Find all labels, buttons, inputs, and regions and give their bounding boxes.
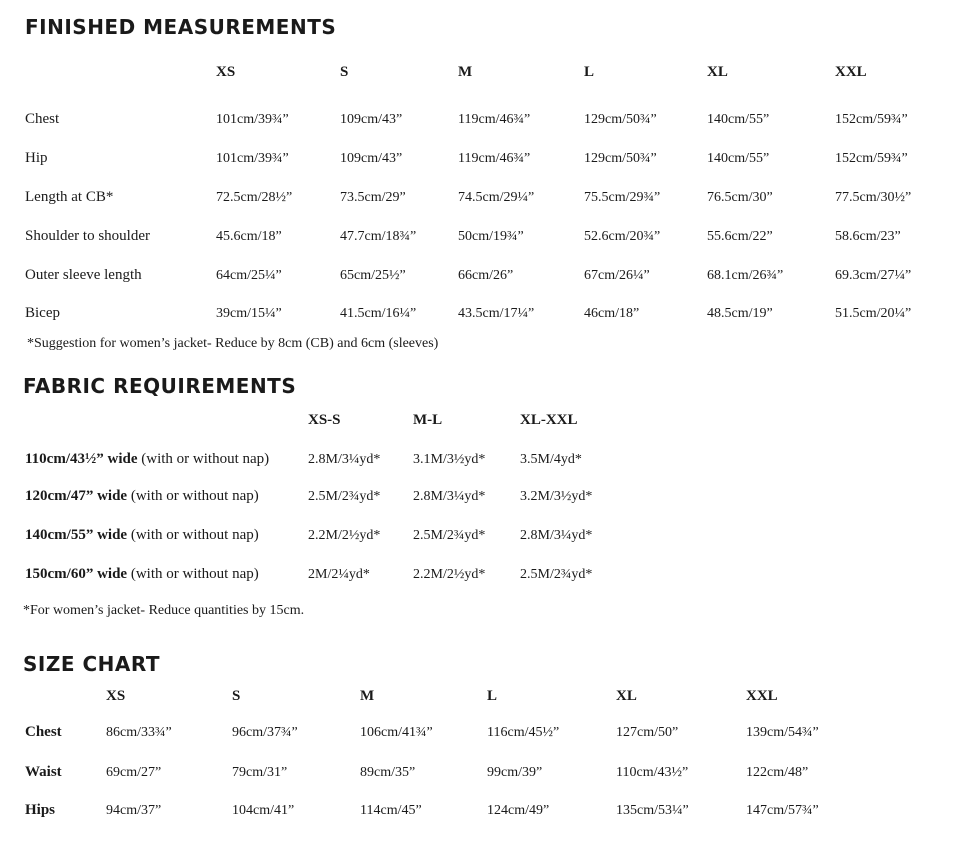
fr-row-label [25,566,259,583]
fm-cell: 76.5cm/30” [707,190,773,205]
fr-cell: 2.5M/2¾yd* [308,489,381,504]
fr-cell: 2M/2¼yd* [308,567,370,582]
fr-desc: (with or without nap) [137,451,270,467]
sc-col-l: L [487,688,498,704]
fm-cell: 77.5cm/30½” [835,190,912,205]
sc-row-label: Waist [25,764,62,780]
fm-col-xs: XS [216,64,236,80]
size-chart-title: SIZE CHART [23,652,161,676]
fm-row-label: Bicep [25,305,60,321]
fm-cell: 75.5cm/29¾” [584,190,661,205]
fr-cell: 3.1M/3½yd* [413,452,486,467]
fr-row-label [25,527,259,544]
sc-cell: 114cm/45” [360,803,422,818]
sc-cell: 69cm/27” [106,765,162,780]
fm-col-s: S [340,64,349,80]
sc-col-m: M [360,688,375,704]
fr-cell: 2.5M/2¾yd* [520,567,593,582]
sc-cell: 122cm/48” [746,765,809,780]
fm-col-xxl: XXL [835,64,867,80]
fm-cell: 45.6cm/18” [216,229,282,244]
fr-cell: 2.8M/3¼yd* [520,528,593,543]
fr-width: 140cm/55” wide [25,527,128,543]
fr-col-xs-s: XS-S [308,412,341,428]
fm-cell: 64cm/25¼” [216,268,282,283]
fm-cell: 48.5cm/19” [707,306,773,321]
fr-col-m-l: M-L [413,412,443,428]
fm-cell: 47.7cm/18¾” [340,229,417,244]
fm-cell: 101cm/39¾” [216,151,289,166]
fm-cell: 101cm/39¾” [216,112,289,127]
sc-col-xxl: XXL [746,688,778,704]
sc-cell: 127cm/50” [616,725,679,740]
fr-cell: 2.5M/2¾yd* [413,528,486,543]
sc-cell: 86cm/33¾” [106,725,172,740]
sc-cell: 124cm/49” [487,803,550,818]
sc-cell: 135cm/53¼” [616,803,689,818]
sc-cell: 139cm/54¾” [746,725,819,740]
fr-cell: 2.2M/2½yd* [308,528,381,543]
sc-cell: 104cm/41” [232,803,295,818]
fm-cell: 41.5cm/16¼” [340,306,417,321]
fm-cell: 140cm/55” [707,151,770,166]
fabric-requirements-title: FABRIC REQUIREMENTS [23,374,297,398]
fm-cell: 52.6cm/20¾” [584,229,661,244]
fm-cell: 51.5cm/20¼” [835,306,912,321]
fm-cell: 140cm/55” [707,112,770,127]
fm-row-label: Outer sleeve length [25,267,142,283]
sc-col-xl: XL [616,688,637,704]
fm-cell: 39cm/15¼” [216,306,282,321]
fm-cell: 129cm/50¾” [584,151,657,166]
fm-cell: 66cm/26” [458,268,514,283]
finished-measurements-note: *Suggestion for women’s jacket- Reduce by 8cm (CB) and 6cm (sleeves) [27,336,439,351]
fr-desc: (with or without nap) [127,527,259,543]
fabric-requirements-note: *For women’s jacket- Reduce quantities by 15cm. [23,603,305,618]
fm-cell: 152cm/59¾” [835,151,908,166]
sc-row-label: Chest [25,724,62,740]
fm-cell: 65cm/25½” [340,268,406,283]
fr-cell: 2.8M/3¼yd* [413,489,486,504]
fm-cell: 73.5cm/29” [340,190,406,205]
fm-cell: 129cm/50¾” [584,112,657,127]
fm-col-l: L [584,64,595,80]
fm-cell: 46cm/18” [584,306,640,321]
fm-cell: 58.6cm/23” [835,229,901,244]
sc-cell: 147cm/57¾” [746,803,819,818]
sc-cell: 110cm/43½” [616,765,689,780]
finished-measurements-title: FINISHED MEASUREMENTS [25,15,337,39]
sc-cell: 79cm/31” [232,765,288,780]
sc-cell: 116cm/45½” [487,725,560,740]
fm-row-label: Chest [25,111,60,127]
sc-cell: 106cm/41¾” [360,725,433,740]
fm-cell: 69.3cm/27¼” [835,268,912,283]
fr-col-xl-xxl: XL-XXL [520,412,578,428]
fm-row-label: Shoulder to shoulder [25,228,150,244]
sc-col-s: S [232,688,241,704]
fr-cell: 2.8M/3¼yd* [308,452,381,467]
sc-cell: 96cm/37¾” [232,725,298,740]
fm-col-xl: XL [707,64,728,80]
fm-row-label: Hip [25,150,48,166]
fm-cell: 55.6cm/22” [707,229,773,244]
fm-cell: 152cm/59¾” [835,112,908,127]
fm-cell: 43.5cm/17¼” [458,306,535,321]
fm-cell: 119cm/46¾” [458,112,531,127]
sc-cell: 94cm/37” [106,803,162,818]
fr-cell: 3.2M/3½yd* [520,489,593,504]
sc-row-label: Hips [25,802,56,818]
fr-width: 110cm/43½” wide [25,451,138,467]
fm-cell: 68.1cm/26¾” [707,268,784,283]
fm-col-m: M [458,64,473,80]
fm-cell: 119cm/46¾” [458,151,531,166]
fm-cell: 72.5cm/28½” [216,190,293,205]
fm-cell: 67cm/26¼” [584,268,650,283]
sc-col-xs: XS [106,688,126,704]
fm-cell: 74.5cm/29¼” [458,190,535,205]
fr-cell: 2.2M/2½yd* [413,567,486,582]
fr-desc: (with or without nap) [127,566,259,582]
fr-width: 120cm/47” wide [25,488,128,504]
fr-desc: (with or without nap) [127,488,259,504]
fr-row-label [25,451,269,468]
fm-cell: 50cm/19¾” [458,229,524,244]
sc-cell: 89cm/35” [360,765,416,780]
fm-row-label: Length at CB* [25,189,114,205]
fr-cell: 3.5M/4yd* [520,452,582,467]
fm-cell: 109cm/43” [340,112,403,127]
fr-row-label [25,488,259,505]
fm-cell: 109cm/43” [340,151,403,166]
fr-width: 150cm/60” wide [25,566,128,582]
sc-cell: 99cm/39” [487,765,543,780]
